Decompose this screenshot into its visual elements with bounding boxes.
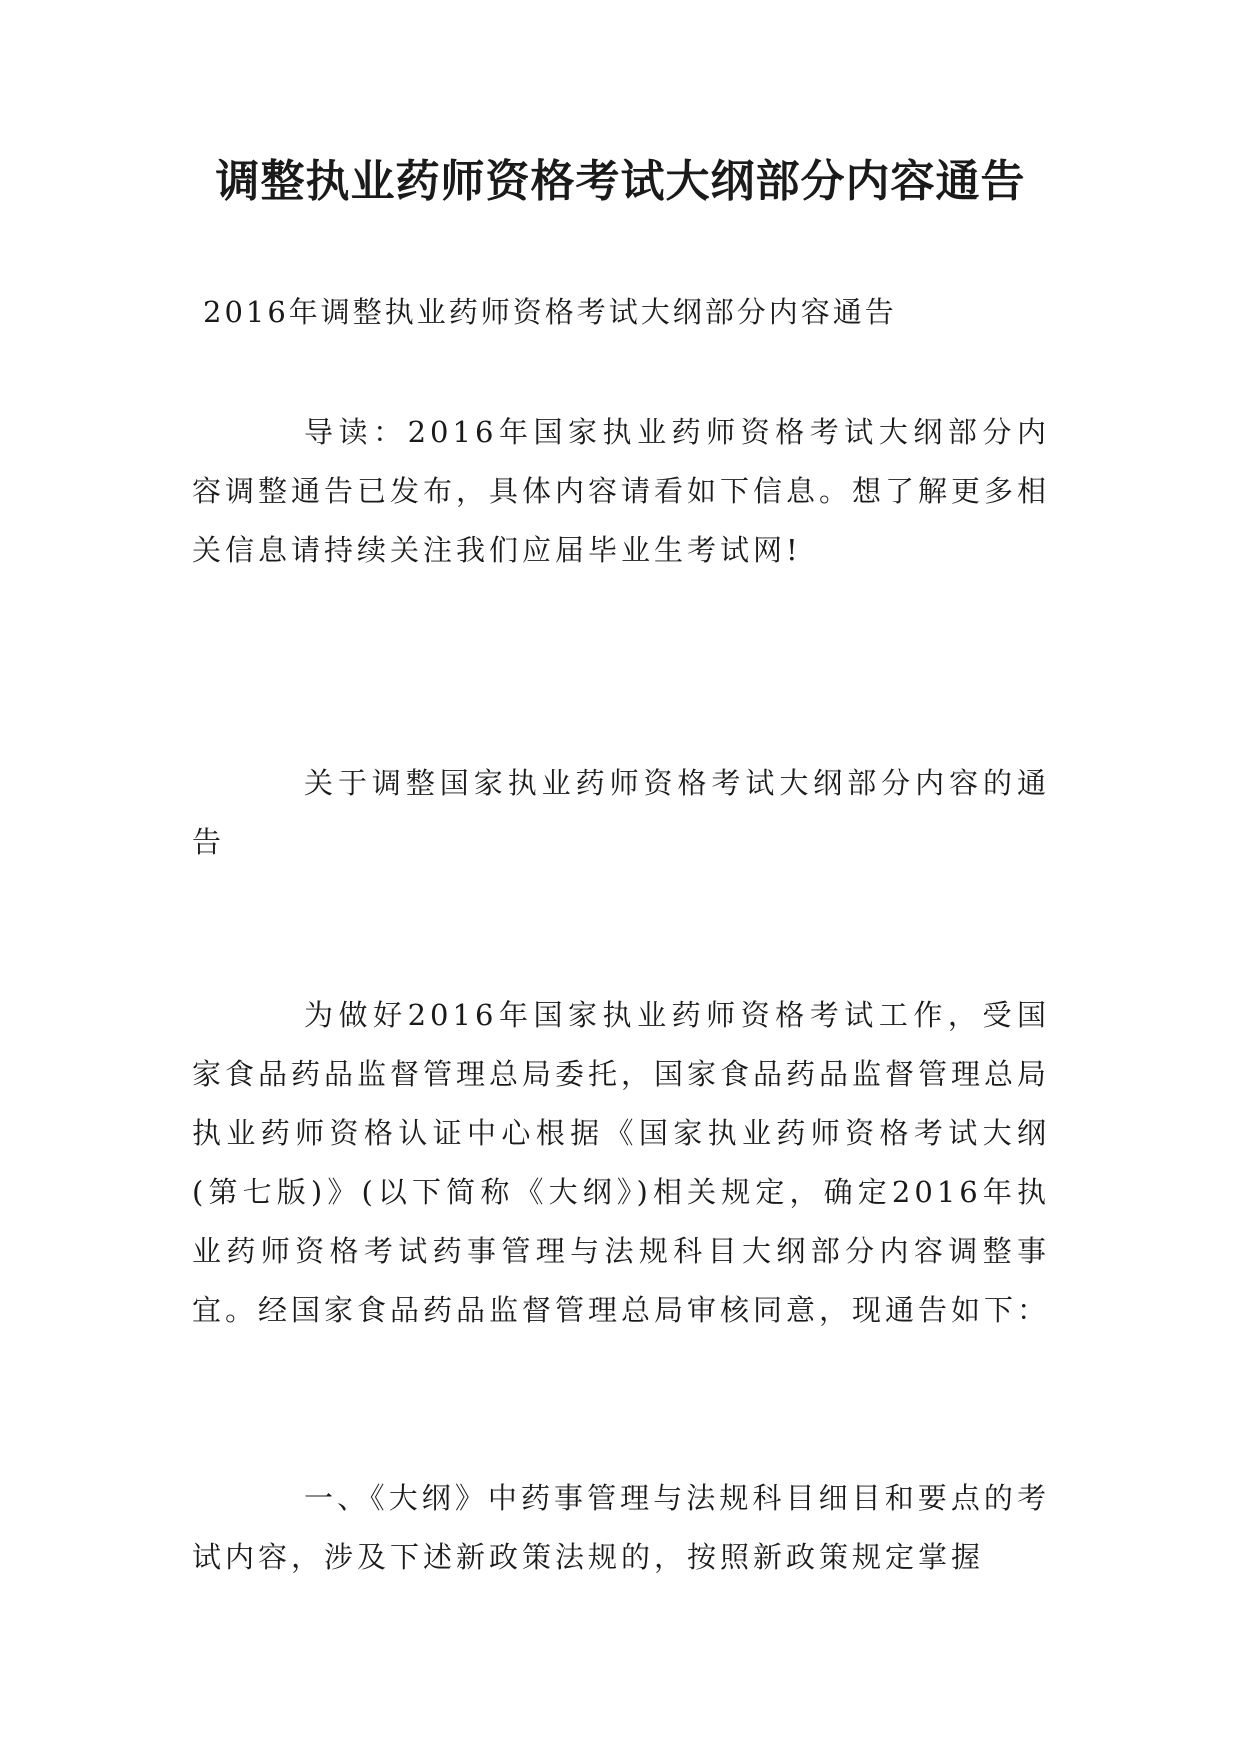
body-paragraph: 为做好2016年国家执业药师资格考试工作，受国家食品药品监督管理总局委托，国家食品药品监督管理总局执业药师资格认证中心根据《国家执业药师资格考试大纲(第七版)》(以下简称《大纲》)相关规定，确定2016年执业药师资格考试药事管理与法规科目大纲部分内容调整事宜。经国家食品药品监督管理总局审核同意，现通告如下：	[192, 998, 1051, 1327]
document-title: 调整执业药师资格考试大纲部分内容通告	[215, 156, 1026, 207]
intro-paragraph: 导读：2016年国家执业药师资格考试大纲部分内容调整通告已发布，具体内容请看如下信息。想了解更多相关信息请持续关注我们应届毕业生考试网!	[192, 415, 1051, 567]
notice-heading-paragraph: 关于调整国家执业药师资格考试大纲部分内容的通告	[192, 766, 1050, 859]
item-one-paragraph: 一、《大纲》中药事管理与法规科目细目和要点的考试内容，涉及下述新政策法规的，按照新政策规定掌握	[192, 1481, 1050, 1574]
document-subtitle: 2016年调整执业药师资格考试大纲部分内容通告	[203, 295, 897, 329]
